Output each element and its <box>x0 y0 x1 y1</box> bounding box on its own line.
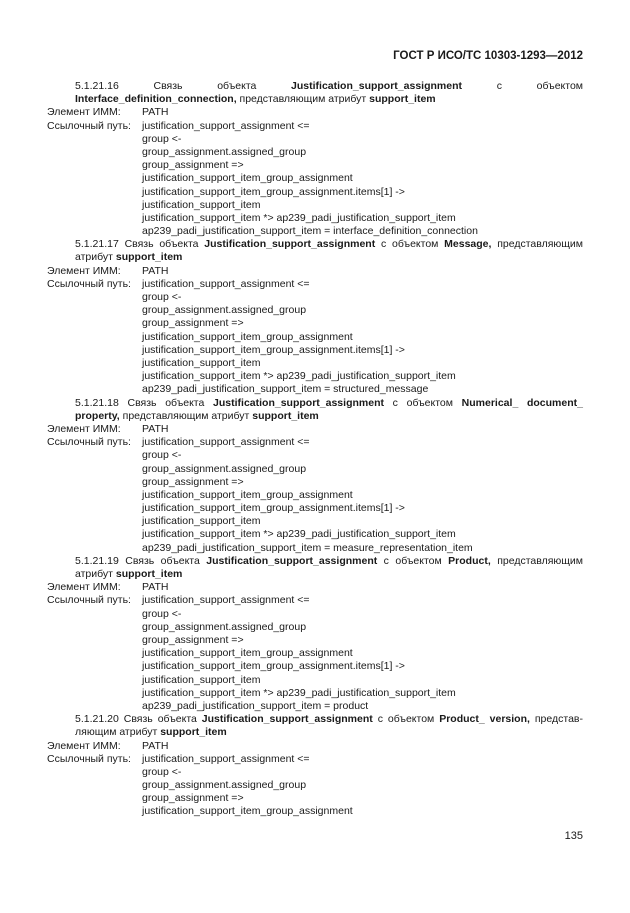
attribute-name: support_item <box>115 568 183 581</box>
path-line: ap239_padi_justification_support_item = measure_representation_item <box>142 541 473 554</box>
heading-text: Связь объекта <box>118 238 205 251</box>
ref-label: Ссылочный путь: <box>47 436 131 449</box>
section-number: 5.1.21.17 <box>75 238 119 251</box>
element-row <box>47 106 583 119</box>
path-line: justification_support_item_group_assignment.items[1] -> <box>142 660 405 673</box>
section-heading <box>47 713 583 739</box>
section-heading <box>47 238 583 264</box>
section-heading <box>47 397 583 423</box>
heading-text: представляющим атрибут <box>119 409 253 422</box>
section-number: 5.1.21.20 <box>75 713 119 726</box>
path-line: justification_support_item *> ap239_padi_justification_support_item <box>142 370 456 383</box>
element-row <box>47 740 583 753</box>
ref-path-row <box>47 278 583 291</box>
section-heading <box>47 80 583 106</box>
path-line: justification_support_item_group_assignment <box>142 172 353 185</box>
ref-label: Ссылочный путь: <box>47 594 131 607</box>
path-line: group <- <box>142 607 182 620</box>
attribute-name: support_item <box>160 726 227 739</box>
path-line: group_assignment => <box>142 634 244 646</box>
path-line: group_assignment => <box>142 317 244 330</box>
element-row <box>47 581 583 594</box>
path-line: justification_support_assignment <= <box>142 752 310 765</box>
heading-text: представ-ляющим атрибут <box>75 713 583 739</box>
section-heading <box>47 555 583 581</box>
ref-path-row <box>47 753 583 766</box>
path-line: justification_support_item <box>142 357 261 369</box>
path-line: group_assignment => <box>142 475 244 488</box>
element-label: Элемент ИММ: <box>47 739 121 752</box>
attribute-name: support_item <box>115 251 183 264</box>
element-label: Элемент ИММ: <box>47 581 121 594</box>
ref-path-row <box>47 594 583 607</box>
path-line: group_assignment => <box>142 159 244 172</box>
path-line: ap239_padi_justification_support_item = product <box>142 699 369 712</box>
attribute-name: support_item <box>252 409 319 422</box>
path-line: justification_support_item_group_assignment <box>142 488 353 501</box>
path-line: ap239_padi_justification_support_item = structured_message <box>142 383 429 396</box>
path-line: justification_support_assignment <= <box>142 277 310 290</box>
heading-text: Связь объекта <box>118 396 214 409</box>
path-line: ap239_padi_justification_support_item = interface_definition_connection <box>142 225 478 238</box>
ref-path-row <box>47 436 583 449</box>
element-label: Элемент ИММ: <box>47 422 121 435</box>
path-line: group_assignment.assigned_group <box>142 145 307 158</box>
ref-label: Ссылочный путь: <box>47 119 131 132</box>
entity-name: Justification_support_assignment <box>291 80 462 92</box>
path-line: justification_support_item <box>142 515 261 528</box>
element-row <box>47 423 583 436</box>
document-header: ГОСТ Р ИСО/ТС 10303-1293—2012 <box>393 50 583 62</box>
path-line: group_assignment.assigned_group <box>142 620 307 633</box>
section-number: 5.1.21.18 <box>75 396 119 409</box>
path-line: group <- <box>142 291 182 304</box>
path-line: justification_support_item_group_assignment <box>142 330 353 343</box>
element-value: PATH <box>142 106 169 119</box>
path-line: group_assignment.assigned_group <box>142 462 307 475</box>
path-line: justification_support_item_group_assignment <box>142 805 353 818</box>
heading-text: представляющим атрибут <box>236 93 370 106</box>
path-line: justification_support_item <box>142 673 261 686</box>
path-line: justification_support_assignment <= <box>142 436 310 449</box>
heading-text: представляющим атрибут <box>75 238 583 264</box>
section-number: 5.1.21.16 <box>75 80 119 92</box>
heading-text: с объектом <box>377 554 449 567</box>
target-entity: Interface_definition_connection, <box>75 93 237 106</box>
element-label: Элемент ИММ: <box>47 264 121 277</box>
ref-label: Ссылочный путь: <box>47 277 131 290</box>
element-label: Элемент ИММ: <box>47 106 121 119</box>
path-line: justification_support_item *> ap239_padi_justification_support_item <box>142 211 456 224</box>
document-body <box>47 80 583 819</box>
page-number: 135 <box>564 830 583 842</box>
heading-text: Связь объекта <box>118 713 202 726</box>
path-line: group_assignment.assigned_group <box>142 779 307 792</box>
entity-name: Justification_support_assignment <box>204 238 376 251</box>
entity-name: Justification_support_assignment <box>201 713 373 726</box>
entity-name: Justification_support_assignment <box>213 396 384 409</box>
element-value: PATH <box>142 739 169 752</box>
path-line: justification_support_assignment <= <box>142 594 310 607</box>
ref-label: Ссылочный путь: <box>47 752 131 765</box>
heading-text: представляющим атрибут <box>75 554 583 581</box>
heading-text: с объектом <box>462 80 584 92</box>
target-entity: Numerical_ document_ property, <box>75 396 583 422</box>
target-entity: Product_ version, <box>439 713 530 726</box>
path-line: group_assignment => <box>142 792 244 805</box>
entity-name: Justification_support_assignment <box>206 554 378 567</box>
target-entity: Message, <box>444 238 492 251</box>
element-value: PATH <box>142 264 169 277</box>
heading-text: с объектом <box>372 713 440 726</box>
path-line: justification_support_item *> ap239_padi_justification_support_item <box>142 528 456 541</box>
attribute-name: support_item <box>369 93 436 106</box>
path-line: group_assignment.assigned_group <box>142 304 307 317</box>
heading-text: Связь объекта <box>118 80 292 92</box>
path-line: justification_support_item_group_assignment <box>142 647 353 660</box>
path-line: group <- <box>142 449 182 462</box>
path-line: group <- <box>142 132 182 145</box>
path-line: justification_support_item_group_assignment.items[1] -> <box>142 502 405 515</box>
element-value: PATH <box>142 581 169 594</box>
path-line: justification_support_item *> ap239_padi_justification_support_item <box>142 686 456 699</box>
ref-path-row <box>47 120 583 133</box>
path-line: justification_support_item_group_assignment.items[1] -> <box>142 185 405 198</box>
heading-text: с объектом <box>375 238 445 251</box>
heading-text: с объектом <box>383 396 462 409</box>
heading-text: Связь объекта <box>118 554 207 567</box>
section-number: 5.1.21.19 <box>75 554 119 567</box>
element-row <box>47 265 583 278</box>
path-line: justification_support_assignment <= <box>142 119 310 132</box>
path-line: justification_support_item <box>142 198 261 211</box>
path-line: justification_support_item_group_assignment.items[1] -> <box>142 343 405 356</box>
element-value: PATH <box>142 422 169 435</box>
path-line: group <- <box>142 765 182 778</box>
target-entity: Product, <box>448 554 491 567</box>
